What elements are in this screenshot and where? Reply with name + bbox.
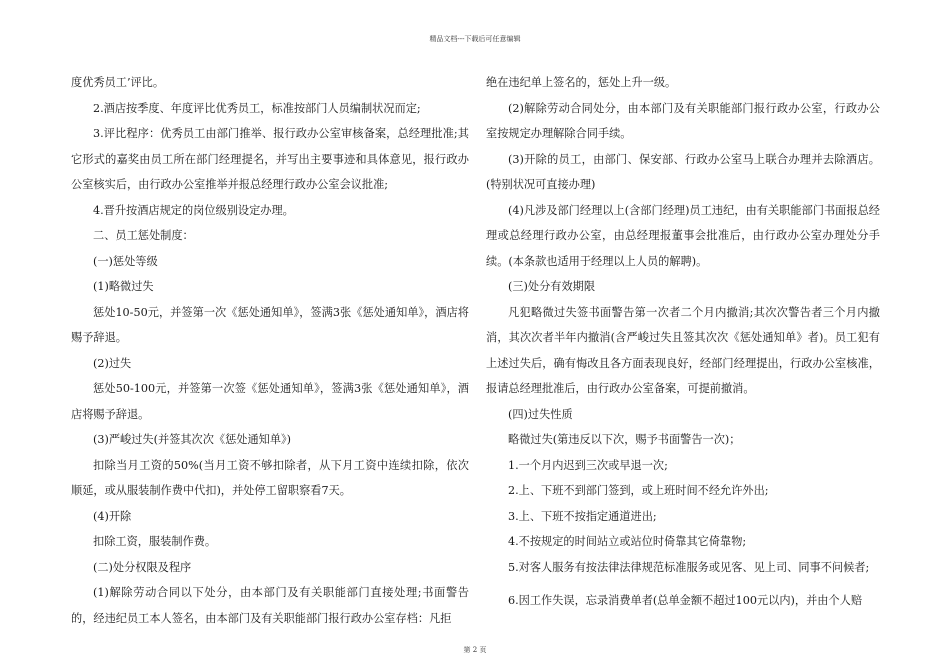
paragraph: 1.一个月内迟到三次或早退一次;: [508, 458, 668, 472]
paragraph: 惩处10-50元，并签第一次《惩处通知单》，签满3张《惩处通知单》，酒店将赐予辞退。: [71, 305, 469, 344]
paragraph: 5.对客人服务有按法律法律规范标准服务或见客、见上司、同事不问候者;: [508, 560, 870, 574]
paragraph: (三)处分有效期限: [508, 280, 596, 293]
paragraph: (3)严峻过失(并签其次次《惩处通知单》): [93, 433, 291, 446]
paragraph: 略微过失(第违反以下次，赐予书面警告一次)；: [508, 433, 741, 446]
paragraph: 2.酒店按季度、年度评比优秀员工，标准按部门人员编制状况而定;: [93, 101, 421, 115]
paragraph: 3.上、下班不按指定通道进出;: [508, 509, 657, 523]
paragraph: 凡犯略微过失签书面警告第一次者二个月内撤消;其次次警告者三个月内撤消，其次次者半年内撤消(含严峻过失且签其次次《惩处通知单》者)。员工犯有上述过失后，确有悔改且各方面表现良好，经部门经理提出，行政办公室核准，报请总经理批准后，由行政办公室备案，可提前撤消。: [486, 305, 880, 395]
paragraph: (四)过失性质: [508, 407, 573, 421]
paragraph: 3.评比程序：优秀员工由部门推举、报行政办公室审核备案，总经理批准;其它形式的嘉奖由员工所在部门经理提名，并写出主要事迹和具体意见，报行政办公室核实后，由行政办公室推举并报总经理行政办公室会议批准;: [71, 127, 469, 191]
page-number: 第 2 页: [463, 646, 487, 654]
paragraph: (3)开除的员工，由部门、保安部、行政办公室马上联合办理并去除酒店。(特别状况可直接办理): [486, 152, 880, 191]
paragraph-gap: [486, 580, 880, 588]
paragraph: (1)略微过失: [93, 280, 154, 293]
paragraph: 二、员工惩处制度：: [93, 229, 194, 242]
paragraph: (2)过失: [93, 356, 132, 370]
paragraph: (1)解除劳动合同以下处分，由本部门及有关职能部门直接处理;书面警告的，经违纪员工本人签名，由本部门及有关职能部门报行政办公室存档：凡拒: [71, 586, 469, 625]
paragraph: 惩处50-100元，并签第一次签《惩处通知单》，签满3张《惩处通知单》，酒店将赐予辞退。: [71, 382, 469, 421]
left-column: [71, 70, 469, 631]
paragraph: 绝在违纪单上签名的，惩处上升一级。: [486, 76, 677, 89]
paragraph: 度优秀员工’评比。: [71, 76, 165, 89]
paragraph: (二)处分权限及程序: [93, 560, 192, 574]
paragraph: 6.因工作失误，忘录消费单者(总单金额不超过100元以内)，并由个人赔: [508, 594, 863, 607]
paragraph: (一)惩处等级: [93, 254, 158, 268]
paragraph: 4.晋升按酒店规定的岗位级别设定办理。: [93, 203, 294, 217]
paragraph: (4)凡涉及部门经理以上(含部门经理)员工违纪，由有关职能部门书面报总经理或总经理行政办公室，由总经理报董事会批准后，由行政办公室办理处分手续。(本条款也适用于经理以上人员的解聘)。: [486, 203, 880, 268]
paragraph: 4.不按规定的时间站立或站位时倚靠其它倚靠物;: [508, 535, 747, 548]
paragraph: (2)解除劳动合同处分，由本部门及有关职能部门报行政办公室，行政办公室按规定办理解除合同手续。: [486, 101, 880, 140]
page-header: 精品文档---下载后可任意编辑: [429, 35, 521, 43]
paragraph: 扣除当月工资的50%(当月工资不够扣除者，从下月工资中连续扣除，依次顺延，或从服装制作费中代扣)，并处停工留职察看7天。: [71, 458, 469, 497]
paragraph: 2.上、下班不到部门签到，或上班时间不经允许外出;: [508, 484, 769, 497]
right-column: [486, 70, 880, 614]
paragraph: 扣除工资，服装制作费。: [93, 535, 217, 548]
paragraph: (4)开除: [93, 509, 132, 523]
